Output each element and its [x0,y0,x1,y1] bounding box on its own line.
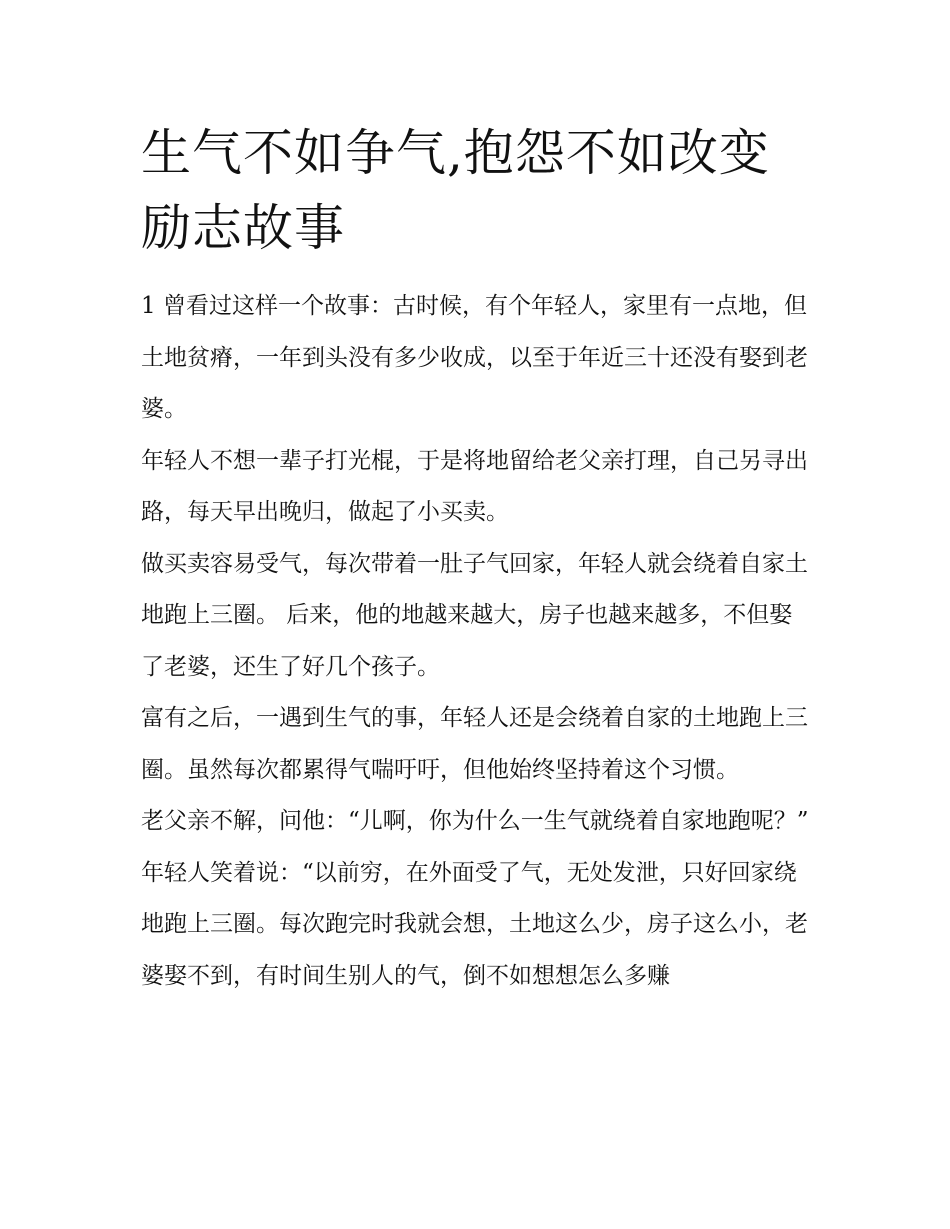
paragraph-4: 富有之后，一遇到生气的事，年轻人还是会绕着自家的土地跑上三圈。虽然每次都累得气喘吁吁，但他始终坚持着这个习惯。 [141,705,808,783]
document-content [141,116,813,1002]
document-title: 生气不如争气,抱怨不如改变励志故事 [141,124,770,257]
paragraph-1: 1 曾看过这样一个故事：古时候，有个年轻人，家里有一点地，但土地贫瘠，一年到头没有多少收成，以至于年近三十还没有娶到老婆。 [141,293,808,422]
paragraph-2: 年轻人不想一辈子打光棍，于是将地留给老父亲打理，自己另寻出路，每天早出晚归，做起了小买卖。 [141,447,808,525]
paragraph-6: 年轻人笑着说：“以前穷，在外面受了气，无处发泄，只好回家绕地跑上三圈。每次跑完时我就会想，土地这么少，房子这么小，老婆娶不到，有时间生别人的气，倒不如想想怎么多赚 [141,859,808,989]
paragraph-3: 做买卖容易受气，每次带着一肚子气回家，年轻人就会绕着自家土地跑上三圈。 后来，他的地越来越大，房子也越来越多，不但娶了老婆，还生了好几个孩子。 [141,550,808,680]
paragraph-5: 老父亲不解，问他：“儿啊，你为什么一生气就绕着自家地跑呢？” [141,808,809,834]
document-body [141,281,813,1002]
